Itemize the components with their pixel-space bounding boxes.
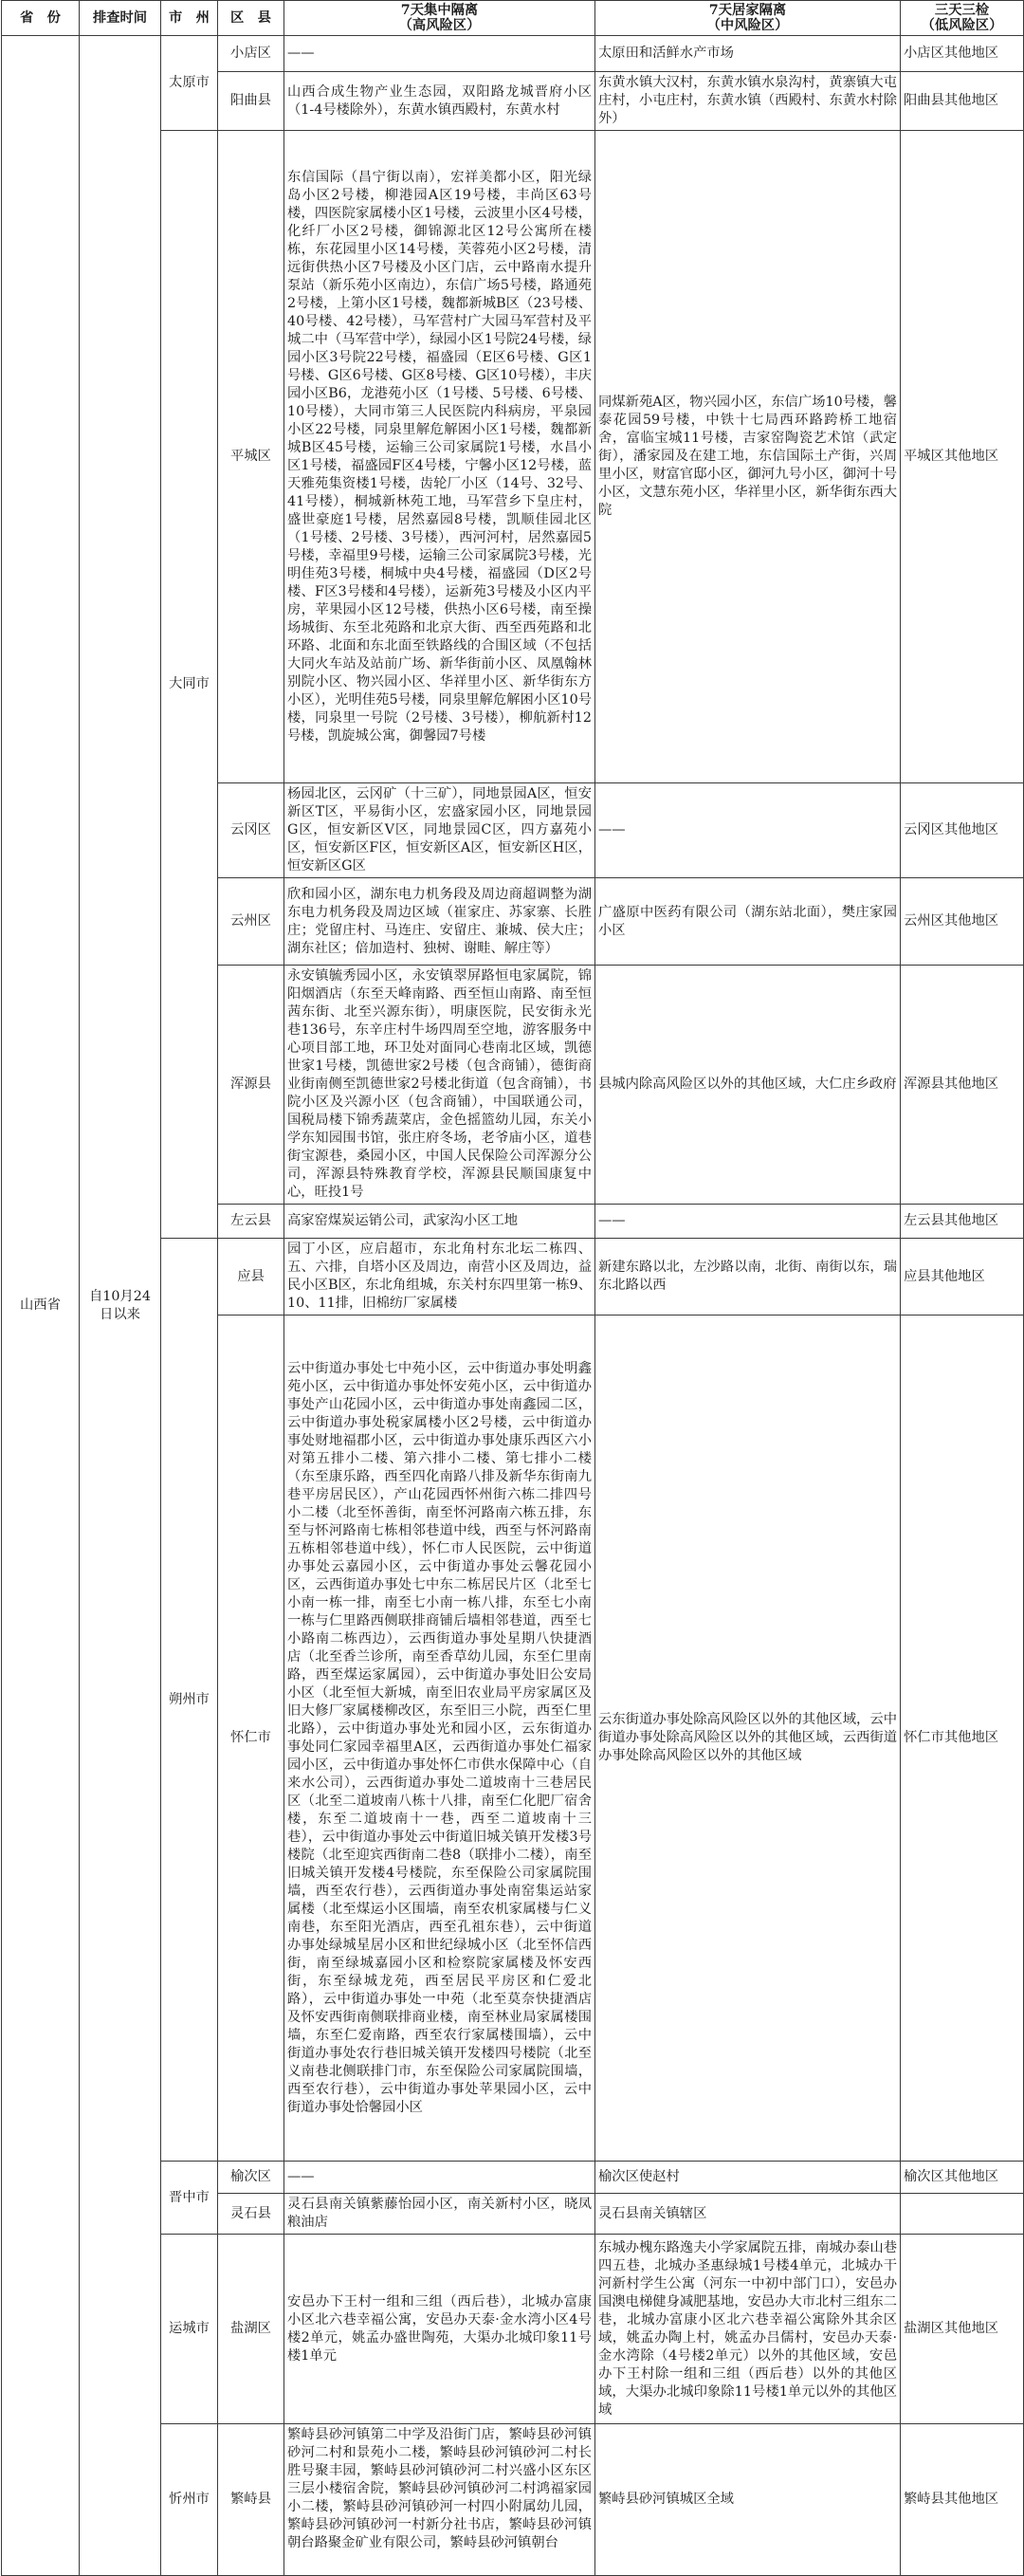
- county-cell: 榆次区: [218, 2162, 284, 2194]
- low-risk-cell: 怀仁市其他地区: [901, 1316, 1024, 2162]
- county-cell: 繁峙县: [218, 2424, 284, 2576]
- mid-risk-cell: 榆次区使赵村: [595, 2162, 901, 2194]
- high-risk-cell: 高家窑煤炭运销公司，武家沟小区工地: [284, 1205, 595, 1239]
- low-risk-cell: 榆次区其他地区: [901, 2162, 1024, 2194]
- mid-risk-cell: 太原田和活鲜水产市场: [595, 36, 901, 72]
- low-risk-cell: 浑源县其他地区: [901, 966, 1024, 1205]
- high-risk-cell: 山西合成生物产业生态园，双阳路龙城晋府小区（1-4号楼除外），东黄水镇西殿村，东黄水村: [284, 72, 595, 131]
- county-cell: 应县: [218, 1239, 284, 1316]
- low-risk-cell: 阳曲县其他地区: [901, 72, 1024, 131]
- county-cell: 云冈区: [218, 783, 284, 878]
- high-risk-cell: 园丁小区，应启超市，东北角村东北坛二栋四、五、六排，自塔小区及周边，南营小区及周边，益民小区B区，东北角组城，东关村东四里第一栋9、10、11排，旧棉纺厂家属楼: [284, 1239, 595, 1316]
- city-cell: 忻州市: [161, 2424, 218, 2576]
- mid-risk-cell: 新建东路以北，左沙路以南，北街、南街以东，瑞东北路以西: [595, 1239, 901, 1316]
- province-cell: 山西省: [2, 36, 80, 2576]
- high-risk-cell: ——: [284, 2162, 595, 2194]
- county-cell: 灵石县: [218, 2194, 284, 2235]
- risk-area-table: [1, 0, 1024, 2576]
- high-risk-cell: 繁峙县砂河镇第二中学及沿街门店，繁峙县砂河镇砂河二村和景苑小二楼，繁峙县砂河镇砂河二村长胜号聚丰园，繁峙县砂河镇砂河二村兴盛小区东区三层小楼宿舍院，繁峙县砂河镇砂河二村鸿福家园小二楼，繁峙县砂河镇砂河一村四小附属幼儿园，繁峙县砂河镇砂河一村新分社书店，繁峙县砂河镇朝台路聚金矿业有限公司，繁峙县砂河镇朝台: [284, 2424, 595, 2576]
- low-risk-cell: 云州区其他地区: [901, 878, 1024, 966]
- mid-risk-cell: 同煤新苑A区，物兴园小区，东信广场10号楼，馨泰花园59号楼，中铁十七局西环路跨桥工地宿舍，富临宝城11号楼，吉家窑陶瓷艺术馆（武定街），潘家园及在建工地，东信国际土产街，兴周里小区，财富官邸小区，御河九号小区，御河十号小区，文慧东苑小区，华祥里小区，新华街东西大院: [595, 131, 901, 783]
- high-risk-cell: 安邑办下王村一组和三组（西后巷），北城办富康小区北六巷幸福公寓，安邑办天泰·金水湾小区4号楼2单元，姚孟办盛世陶苑，大渠办北城印象11号楼1单元: [284, 2235, 595, 2424]
- county-cell: 阳曲县: [218, 72, 284, 131]
- city-cell: 运城市: [161, 2235, 218, 2424]
- low-risk-cell: 平城区其他地区: [901, 131, 1024, 783]
- low-risk-cell: 繁峙县其他地区: [901, 2424, 1024, 2576]
- high-risk-cell: ——: [284, 36, 595, 72]
- high-risk-cell: 灵石县南关镇紫藤怡园小区，南关新村小区，晓凤粮油店: [284, 2194, 595, 2235]
- mid-risk-cell: 灵石县南关镇辖区: [595, 2194, 901, 2235]
- low-risk-cell: 小店区其他地区: [901, 36, 1024, 72]
- city-cell: 朔州市: [161, 1239, 218, 2162]
- county-cell: 平城区: [218, 131, 284, 783]
- county-cell: 小店区: [218, 36, 284, 72]
- mid-risk-cell: 云东街道办事处除高风险区以外的其他区域，云中街道办事处除高风险区以外的其他区域，云西街道办事处除高风险区以外的其他区域: [595, 1316, 901, 2162]
- county-cell: 怀仁市: [218, 1316, 284, 2162]
- header-row: [2, 1, 1024, 36]
- county-cell: 盐湖区: [218, 2235, 284, 2424]
- header-province: 省 份: [2, 1, 80, 36]
- header-city: 市 州: [161, 1, 218, 36]
- low-risk-cell: 应县其他地区: [901, 1239, 1024, 1316]
- low-risk-cell: 左云县其他地区: [901, 1205, 1024, 1239]
- mid-risk-cell: 县城内除高风险区以外的其他区域，大仁庄乡政府: [595, 966, 901, 1205]
- high-risk-cell: 东信国际（昌宁街以南），宏祥美都小区，阳光绿岛小区2号楼，柳港园A区19号楼，丰尚区63号楼，四医院家属楼小区1号楼，云波里小区4号楼，化纤厂小区2号楼，御锦源北区12号公寓所在楼栋，东花园里小区14号楼，芙蓉苑小区2号楼，清远街供热小区7号楼及小区门店，云中路南水提升泵站（新乐苑小区南边），东信广场5号楼，路通苑2号楼，上第小区1号楼，魏都新城B区（23号楼、40号楼、42号楼），马军营村广大园马军营村及平城二中（马军营中学），绿园小区1号院24号楼，绿园小区3号院22号楼，福盛园（E区6号楼、G区1号楼、G区6号楼、G区8号楼、G区10号楼），丰庆园小区B6，龙港苑小区（1号楼、5号楼、6号楼、10号楼），大同市第三人民医院内科病房，平泉园小区22号楼，同泉里解危解困小区1号楼，魏都新城B区45号楼，运输三公司家属院1号楼，水昌小区1号楼，福盛园F区4号楼，宁馨小区12号楼，蓝天雅苑集资楼1号楼，齿轮厂小区（14号、32号、41号楼），桐城新林苑工地，马军营乡下皇庄村，盛世豪庭1号楼，居然嘉园8号楼，凯顺佳园北区（1号楼、2号楼、3号楼），西河河村，居然嘉园5号楼，幸福里9号楼，运输三公司家属院3号楼，光明佳苑3号楼，桐城中央4号楼，福盛园（D区2号楼、F区3号楼和4号楼），运新苑3号楼及小区内平房，苹果园小区12号楼，供热小区6号楼，南至操场城街、东至北苑路和北京大街、西至西苑路和北环路、北面和东北面至铁路线的合围区域（不包括大同火车站及站前广场、新华街前小区、凤凰翰林别院小区、物兴园小区、华祥里小区、新华街东方小区），光明佳苑5号楼，同泉里解危解困小区10号楼，同泉里一号院（2号楼、3号楼），柳航新村12号楼，凯旋城公寓，御馨园7号楼: [284, 131, 595, 783]
- high-risk-cell: 云中街道办事处七中苑小区，云中街道办事处明鑫苑小区，云中街道办事处怀安苑小区，云中街道办事处产山花园小区，云中街道办事处南鑫园二区，云中街道办事处税家属楼小区2号楼，云中街道办事处财地福郡小区，云中街道办事处康乐西区六小对第五排小二楼、第六排小二楼、第七排小二楼（东至康乐路，西至四化南路八排及新华东街南九巷平房居民区），产山花园西怀州街六栋二排四号小二楼（北至怀善街，南至怀河路南六栋五排，东至与怀河路南七栋相邻巷道中线，西至与怀河路南五栋相邻巷道中线），怀仁市人民医院，云中街道办事处云嘉园小区，云中街道办事处云馨花园小区，云西街道办事处七中东二栋居民片区（北至七小南一栋一排，南至七小南一栋八排，东至七小南一栋与仁里路西侧联排商铺后墙相邻巷道，西至七小路南二栋西边），云西街道办事处星期八快捷酒店（北至香兰诊所，南至香草幼儿园，东至仁里南路，西至煤运家属园），云中街道办事处旧公安局小区（北至恒大新城，南至旧农业局平房家属区及旧大修厂家属楼柳改区，东至旧三小院，西至仁里北路），云中街道办事处光和园小区，云东街道办事处同仁家园幸福里A区，云西街道办事处仁福家园小区，云中街道办事处怀仁市供水保障中心（自来水公司），云西街道办事处二道坡南十三巷居民区（北至二道坡南八栋十八排，南至仁化肥厂宿舍楼，东至二道坡南十一巷，西至二道坡南十三巷），云中街道办事处云中街道旧城关镇开发楼3号楼院（北至迎宾西街南二巷8（联排小二楼），南至旧城关镇开发楼4号楼院，东至保险公司家属院围墙，西至农行巷），云西街道办事处南窑集运站家属楼（北至煤运小区围墙，南至农机家属楼与仁义南巷，东至阳光酒店，西至孔祖东巷），云中街道办事处绿城星居小区和世纪绿城小区（北至怀信西街，南至绿城嘉园小区和检察院家属楼及怀安西街，东至绿城龙苑，西至居民平房区和仁爱北路），云中街道办事处一中苑（北至莫奈快捷酒店及怀安西街南侧联排商业楼，南至林业局家属楼围墙，东至仁爱南路，西至农行家属楼围墙），云中街道办事处农行巷旧城关镇开发楼四号楼院（北至义南巷北侧联排门市，东至保险公司家属院围墙，西至农行巷），云中街道办事处苹果园小区，云中街道办事处恰馨园小区: [284, 1316, 595, 2162]
- low-risk-cell: [901, 2194, 1024, 2235]
- county-cell: 左云县: [218, 1205, 284, 1239]
- header-county: 区 县: [218, 1, 284, 36]
- header-high-risk: 7天集中隔离 （高风险区）: [284, 1, 595, 36]
- city-cell: 大同市: [161, 131, 218, 1239]
- header-low-risk: 三天三检 （低风险区）: [901, 1, 1024, 36]
- county-cell: 浑源县: [218, 966, 284, 1205]
- high-risk-cell: 杨园北区，云冈矿（十三矿），同地景园A区，恒安新区T区，平易街小区，宏盛家园小区，同地景园G区，恒安新区V区，同地景园C区，四方嘉苑小区，恒安新区F区，恒安新区A区，恒安新区H区，恒安新区G区: [284, 783, 595, 878]
- county-cell: 云州区: [218, 878, 284, 966]
- high-risk-cell: 永安镇毓秀园小区，永安镇翠屏路恒电家属院，锦阳烟酒店（东至天峰南路、西至恒山南路、南至恒茜东街、北至兴源东街），明康医院，民安街永光巷136号，东辛庄村牛场四周至空地，游客服务中心项目部工地，环卫处对面同心巷南北区域，凯德世家1号楼，凯德世家2号楼（包含商铺），德街商业街南侧至凯德世家2号楼北街道（包含商铺），书院小区及兴源小区（包含商铺），中国联通公司，国税局楼下锦秀蔬菜店，金色摇篮幼儿园，东关小学东知园围书馆，张庄府冬场，老爷庙小区，道巷街宝源巷，桑园小区，中国人民保险公司浑源分公司，浑源县特殊教育学校，浑源县民顺国康复中心，旺投1号: [284, 966, 595, 1205]
- mid-risk-cell: 东黄水镇大汉村，东黄水镇水泉沟村，黄寨镇大屯庄村，小屯庄村，东黄水镇（西殿村、东黄水村除外）: [595, 72, 901, 131]
- city-cell: 晋中市: [161, 2162, 218, 2235]
- mid-risk-cell: 广盛原中医药有限公司（湖东站北面），樊庄家园小区: [595, 878, 901, 966]
- mid-risk-cell: ——: [595, 1205, 901, 1239]
- low-risk-cell: 盐湖区其他地区: [901, 2235, 1024, 2424]
- city-cell: 太原市: [161, 36, 218, 131]
- mid-risk-cell: ——: [595, 783, 901, 878]
- low-risk-cell: 云冈区其他地区: [901, 783, 1024, 878]
- mid-risk-cell: 东城办槐东路逸夫小学家属院五排，南城办泰山巷四五巷，北城办圣惠绿城1号楼4单元，北城办干河新村学生公寓（河东一中初中部门口），安邑办国澳电梯健身减肥基地，安邑办大市北村三组东二巷，北城办富康小区北六巷幸福公寓除外其余区域，姚孟办陶上村，姚孟办吕儒村，安邑办天泰·金水湾除（4号楼2单元）以外的其他区域，安邑办下王村除一组和三组（西后巷）以外的其他区域，大渠办北城印象除11号楼1单元以外的其他区域: [595, 2235, 901, 2424]
- header-time: 排查时间: [80, 1, 161, 36]
- time-cell: 自10月24日以来: [80, 36, 161, 2576]
- header-mid-risk: 7天居家隔离 （中风险区）: [595, 1, 901, 36]
- mid-risk-cell: 繁峙县砂河镇城区全域: [595, 2424, 901, 2576]
- table-row: [2, 36, 1024, 72]
- high-risk-cell: 欣和园小区，湖东电力机务段及周边商超调整为湖东电力机务段及周边区域（崔家庄、苏家寨、长胜庄；党留庄村、马连庄、安留庄、兼城、侯大庄；湖东社区；倍加造村、独树、谢畦、解庄等）: [284, 878, 595, 966]
